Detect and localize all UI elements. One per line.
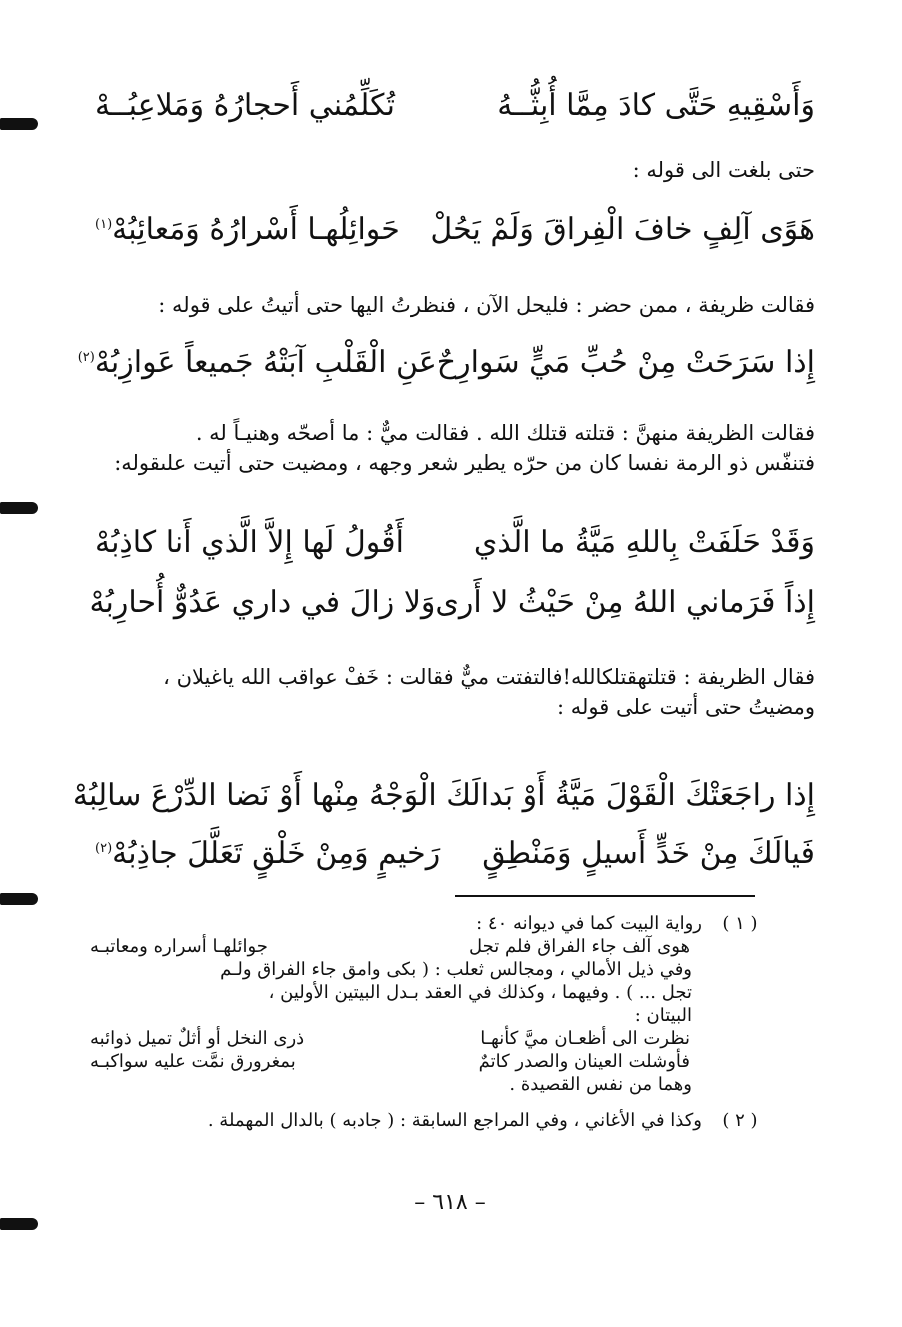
verse-first-hemistich: فَيالَكَ مِنْ خَدٍّ أَسيلٍ وَمَنْطِقٍ — [482, 836, 815, 871]
footnote-hemistich: فأوشلت العينان والصدر كاتمٌ — [478, 1051, 690, 1072]
verse-first-hemistich: إِذاً فَرَماني اللهُ مِنْ حَيْثُ لا أَرى — [435, 585, 815, 620]
footnote-ref: (٢) — [95, 841, 113, 856]
footnote-number: ( ١ ) — [722, 913, 758, 934]
footnote-verse — [90, 1028, 690, 1050]
verse-second-hemistich: حَوائِلُهـا أَسْرارُهُ وَمَعائِبُهْ$^{(١)}$ — [95, 212, 400, 247]
footnote-hemistich: ذرى النخل أو أثلٌ تميل ذوائبه — [90, 1028, 305, 1049]
verse-second-hemistich: عَنِ الْقَلْبِ آبَتْهُ جَميعاً عَوازِبُهْ$^{(٢)}$ — [77, 345, 437, 380]
footnote-hemistich: نظرت الى أظعـان ميَّ كأنهـا — [480, 1028, 690, 1049]
verse-5 — [89, 575, 815, 631]
margin-mark — [0, 893, 38, 905]
footnote-line: البيتان : — [634, 1005, 692, 1026]
verse-second-hemistich: تُكَلِّمُني أَحجارُهُ وَمَلاعِبُــهْ — [95, 88, 395, 123]
footnote-line: تجل ... ) . وفيهما ، وكذلك في العقد بـدل البيتين الأولين ، — [268, 982, 692, 1003]
footnote-line: وكذا في الأغاني ، وفي المراجع السابقة : ( جادبه ) بالدال المهملة . — [207, 1110, 702, 1131]
verse-first-hemistich: وَأَسْقِيهِ حَتَّى كادَ مِمَّا أُبِثُّــهُ — [497, 88, 815, 123]
footnote-ref: (١) — [95, 217, 113, 232]
prose-line: فقالت الظريفة منهنَّ : قتلته قتلك الله . فقالت ميٌّ : ما أصحّه وهنيـاً له . — [195, 421, 815, 445]
margin-mark — [0, 502, 38, 514]
prose-line: حتى بلغت الى قوله : — [632, 158, 815, 182]
footnote-separator — [455, 895, 755, 897]
footnote-line: رواية البيت كما في ديوانه ٤٠ : — [476, 913, 702, 934]
verse-first-hemistich: إِذا سَرَحَتْ مِنْ حُبِّ مَيٍّ سَوارِحٌ — [436, 345, 815, 380]
footnote-hemistich: جوائلهـا أسراره ومعاتبـه — [90, 936, 268, 957]
prose-line: فقال الظريفة : قتلتهقتلكالله!فالتفتت ميٌّ فقالت : خَفْ عواقب الله ياغيلان ، — [163, 665, 815, 689]
verse-second-hemistich: لَكَ الْوَجْهُ مِنْها أَوْ نَضا الدِّرْعَ سالِبُهْ — [72, 778, 481, 813]
prose-line: فتنفّس ذو الرمة نفسا كان من حرّه يطير شعر وجهه ، ومضيت حتى أتيت علىقوله: — [114, 451, 815, 475]
page-number: – ٦١٨ – — [414, 1190, 486, 1215]
footnote-hemistich: هوى آلف جاء الفراق فلم تجل — [469, 936, 690, 957]
verse-7 — [95, 826, 815, 882]
verse-3 — [77, 335, 815, 391]
verse-first-hemistich: وَقَدْ حَلَفَتْ بِاللهِ مَيَّةُ ما الَّذي — [473, 525, 815, 560]
margin-mark — [0, 118, 38, 130]
prose-block — [75, 662, 815, 722]
prose-block — [75, 155, 815, 185]
footnote-line: وهما من نفس القصيدة . — [509, 1074, 692, 1095]
verse-1 — [95, 78, 815, 134]
verse-first-hemistich: إِذا راجَعَتْكَ الْقَوْلَ مَيَّةُ أَوْ بَدا — [480, 778, 815, 813]
footnote-hemistich: بمغرورق نمَّت عليه سواكبـه — [90, 1051, 296, 1072]
verse-first-hemistich: هَوًى آلِفٍ خافَ الْفِراقَ وَلَمْ يَحُلْ — [430, 212, 815, 247]
verse-6 — [72, 768, 815, 824]
footnote-line: وفي ذيل الأمالي ، ومجالس ثعلب : ( بكى وامق جاء الفراق ولـم — [220, 959, 692, 980]
verse-4 — [95, 515, 815, 571]
footnote-ref: (٢) — [77, 350, 95, 365]
verse-second-hemistich: رَخيمٍ وَمِنْ خَلْقٍ تَعَلَّلَ جاذِبُهْ$^{(٢)}$ — [95, 836, 441, 871]
footnote-verse — [90, 1051, 690, 1073]
verse-second-hemistich: وَلا زالَ في داري عَدُوٌّ أُحارِبُهْ — [89, 585, 436, 620]
margin-mark — [0, 1218, 38, 1230]
footnote-verse — [90, 936, 690, 958]
verse-2 — [95, 202, 815, 258]
footnote-number: ( ٢ ) — [722, 1110, 758, 1131]
prose-line: ومضيتُ حتى أتيت على قوله : — [557, 695, 815, 719]
verse-second-hemistich: أَقُولُ لَها إِلاَّ الَّذي أَنا كاذِبُهْ — [95, 525, 404, 560]
prose-block — [75, 418, 815, 478]
prose-block — [75, 290, 815, 320]
prose-line: فقالت ظريفة ، ممن حضر : فليحل الآن ، فنظرتُ اليها حتى أتيتُ على قوله : — [158, 293, 815, 317]
